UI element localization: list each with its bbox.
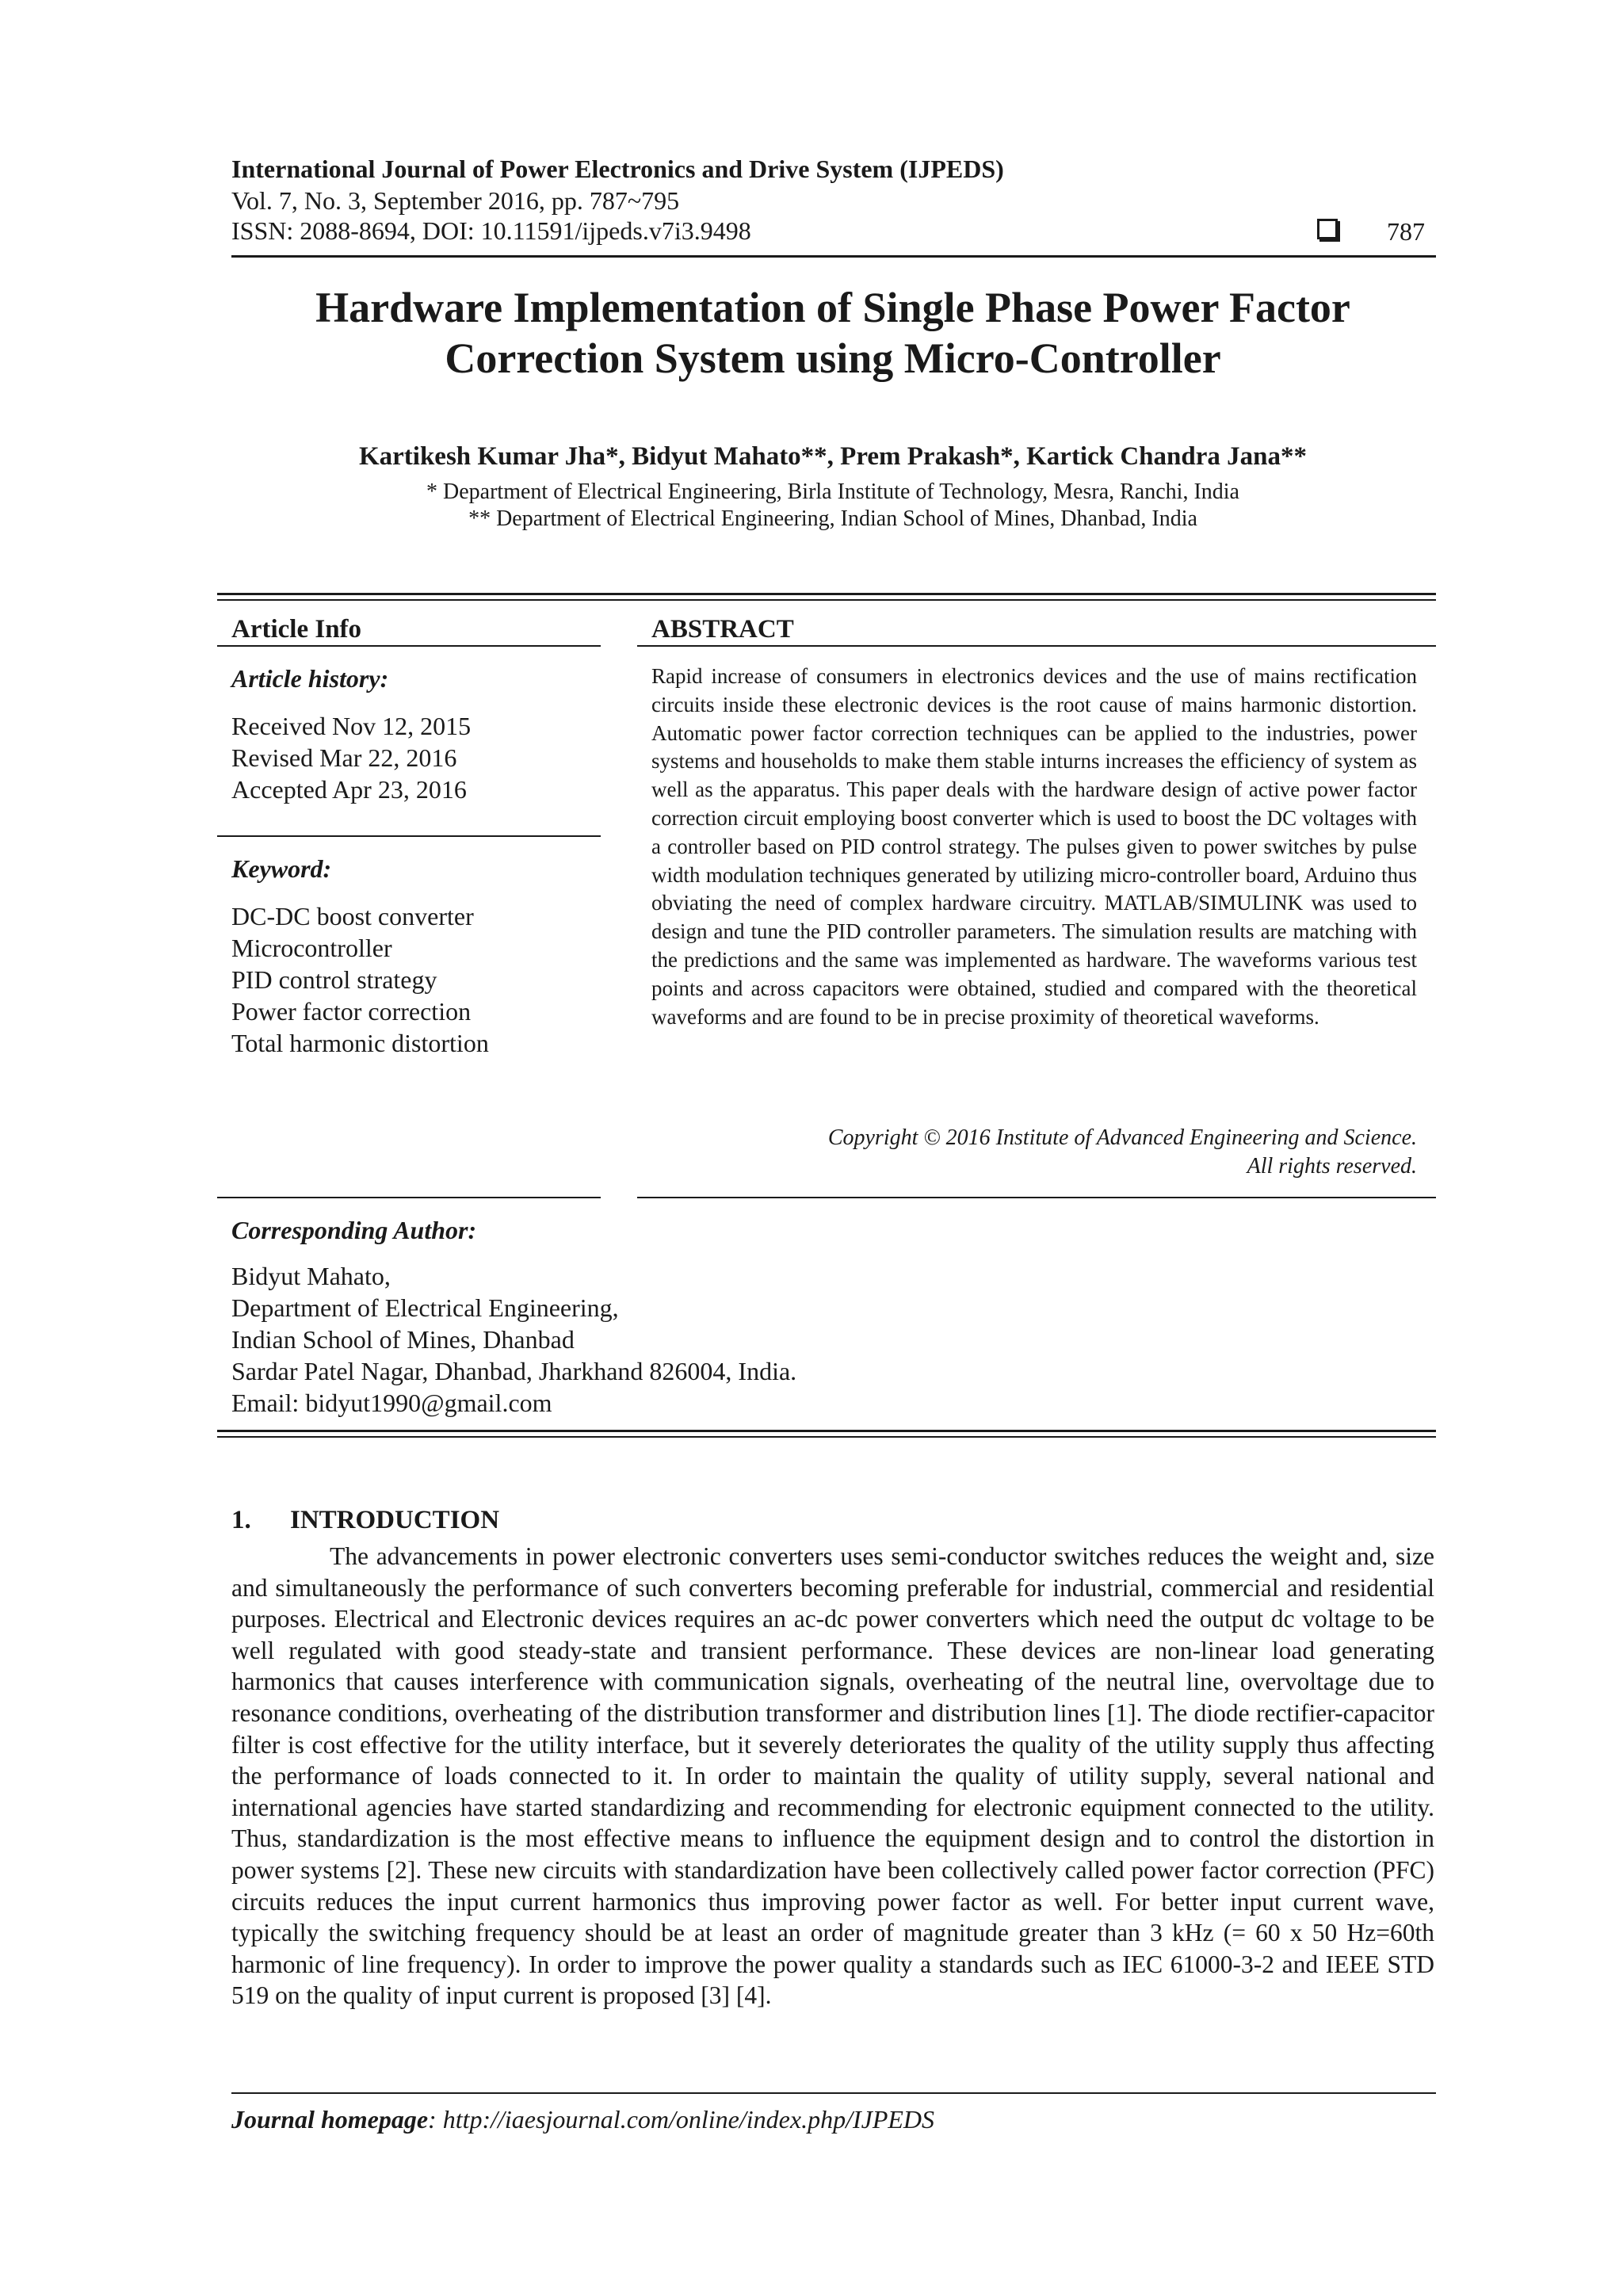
section-heading: INTRODUCTION — [290, 1506, 500, 1534]
footer-rule — [231, 2092, 1436, 2094]
journal-name: International Journal of Power Electronics and Drive System (IJPEDS) — [231, 155, 1004, 183]
homepage-link[interactable]: : http://iaesjournal.com/online/index.php/IJPEDS — [428, 2105, 935, 2134]
abstract-heading: ABSTRACT — [651, 615, 794, 644]
paper-title — [231, 282, 1434, 384]
authors: Kartikesh Kumar Jha*, Bidyut Mahato**, Prem Prakash*, Kartick Chandra Jana** — [358, 442, 1307, 471]
copyright-line-1: Copyright © 2016 Institute of Advanced Engineering and Science. — [827, 1125, 1417, 1150]
corresponding-line: Indian School of Mines, Dhanbad — [231, 1325, 575, 1354]
affiliation-1: * Department of Electrical Engineering, Birla Institute of Technology, Mesra, Ranchi, India — [426, 479, 1239, 504]
homepage-label: Journal homepage — [231, 2105, 429, 2134]
title-line-1: Hardware Implementation of Single Phase Power Factor — [315, 284, 1350, 331]
journal-homepage — [231, 2105, 934, 2134]
checkbox-icon — [1317, 219, 1338, 239]
received-date: Received Nov 12, 2015 — [231, 712, 472, 740]
abstract-rule — [637, 645, 1436, 647]
keyword-item: DC-DC boost converter — [231, 902, 474, 930]
corresponding-line: Department of Electrical Engineering, — [231, 1293, 619, 1322]
issn-doi: ISSN: 2088-8694, DOI: 10.11591/ijpeds.v7i3.9498 — [231, 216, 751, 245]
info-box-bottom-rule — [217, 1430, 1436, 1432]
header-rule — [231, 255, 1436, 258]
affiliation-2: ** Department of Electrical Engineering, Indian School of Mines, Dhanbad, India — [468, 506, 1197, 531]
keyword-rule — [217, 835, 601, 837]
corresponding-line: Bidyut Mahato, — [231, 1262, 391, 1290]
copyright-line-2: All rights reserved. — [1247, 1154, 1417, 1179]
abstract-text: Rapid increase of consumers in electronics devices and the use of mains rectification circuits inside these electronic devices is the root cause of mains harmonic distortion. Automatic power factor correction techniques can be applied to the industries, power systems and households to make them stable inturns increases the efficiency of system as well as the apparatus. This paper deals with the hardware design of active power factor correction circuit employing boost converter which is used to boost the DC voltages with a controller based on PID control strategy. The pulses given to power switches by pulse width modulation techniques generated by utilizing micro-controller board, Arduino thus obviating the need of complex hardware circuitry. MATLAB/SIMULINK was used to design and tune the PID controller parameters. The simulation results are matching with the predictions and the same was implemented as hardware. The waveforms various test points and across capacitors were obtained, studied and compared with the theoretical waveforms and are found to be in precise proximity of theoretical waveforms. — [651, 664, 1417, 1029]
keyword-item: Microcontroller — [231, 934, 392, 962]
info-box-bottom-rule-2 — [217, 1436, 1436, 1438]
corresponding-email: Email: bidyut1990@gmail.com — [231, 1389, 552, 1417]
accepted-date: Accepted Apr 23, 2016 — [231, 775, 467, 804]
abstract-bottom-rule — [637, 1197, 1436, 1198]
info-box-top-rule-2 — [217, 599, 1436, 601]
corresponding-author-heading: Corresponding Author: — [231, 1216, 477, 1244]
corresponding-line: Sardar Patel Nagar, Dhanbad, Jharkhand 826004, India. — [231, 1357, 797, 1385]
title-line-2: Correction System using Micro-Controller — [445, 334, 1221, 382]
keyword-heading: Keyword: — [231, 854, 332, 883]
info-box-top-rule — [217, 593, 1436, 595]
article-history-heading: Article history: — [231, 664, 389, 693]
keyword-item: Total harmonic distortion — [231, 1029, 489, 1057]
keyword-item: Power factor correction — [231, 997, 472, 1026]
section-number: 1. — [231, 1506, 251, 1534]
keyword-item: PID control strategy — [231, 965, 437, 994]
introduction-text: The advancements in power electronic converters uses semi-conductor switches reduces the weight and, size and simultaneously the performance of such converters becoming preferable for industrial, commercial and residential purposes. Electrical and Electronic devices requires an ac-dc power converters which need the output dc voltage to be well regulated with good steady-state and transient performance. These devices are non-linear load generating harmonics that causes interference with communication signals, overheating of the neutral line, overvoltage due to resonance conditions, overheating of the distribution transformer and distribution lines [1]. The diode rectifier-capacitor filter is cost effective for the utility interface, but it severely deteriorates the quality of the utility supply thus affecting the performance of loads connected to it. In order to maintain the quality of utility supply, several national and international agencies have started standardizing and recommending for electronic equipment connected to the utility. Thus, standardization is the most effective means to influence the equipment design and to control the distortion in power systems [2]. These new circuits with standardization have been collectively called power factor correction (PFC) circuits reduces the input current harmonics thus improving power factor as well. For better input current wave, typically the switching frequency should be at least an order of magnitude greater than 3 kHz (= 60 x 50 Hz=60th harmonic of line frequency). In order to improve the power quality a standards such as IEC 61000-3-2 and IEEE STD 519 on the quality of input current is proposed [3] [4]. — [231, 1542, 1434, 2010]
page-number: 787 — [1387, 217, 1425, 246]
article-info-heading: Article Info — [231, 615, 362, 644]
volume-info: Vol. 7, No. 3, September 2016, pp. 787~795 — [231, 186, 680, 215]
revised-date: Revised Mar 22, 2016 — [231, 743, 457, 772]
article-info-rule — [217, 645, 601, 647]
info-bottom-rule — [217, 1197, 601, 1198]
